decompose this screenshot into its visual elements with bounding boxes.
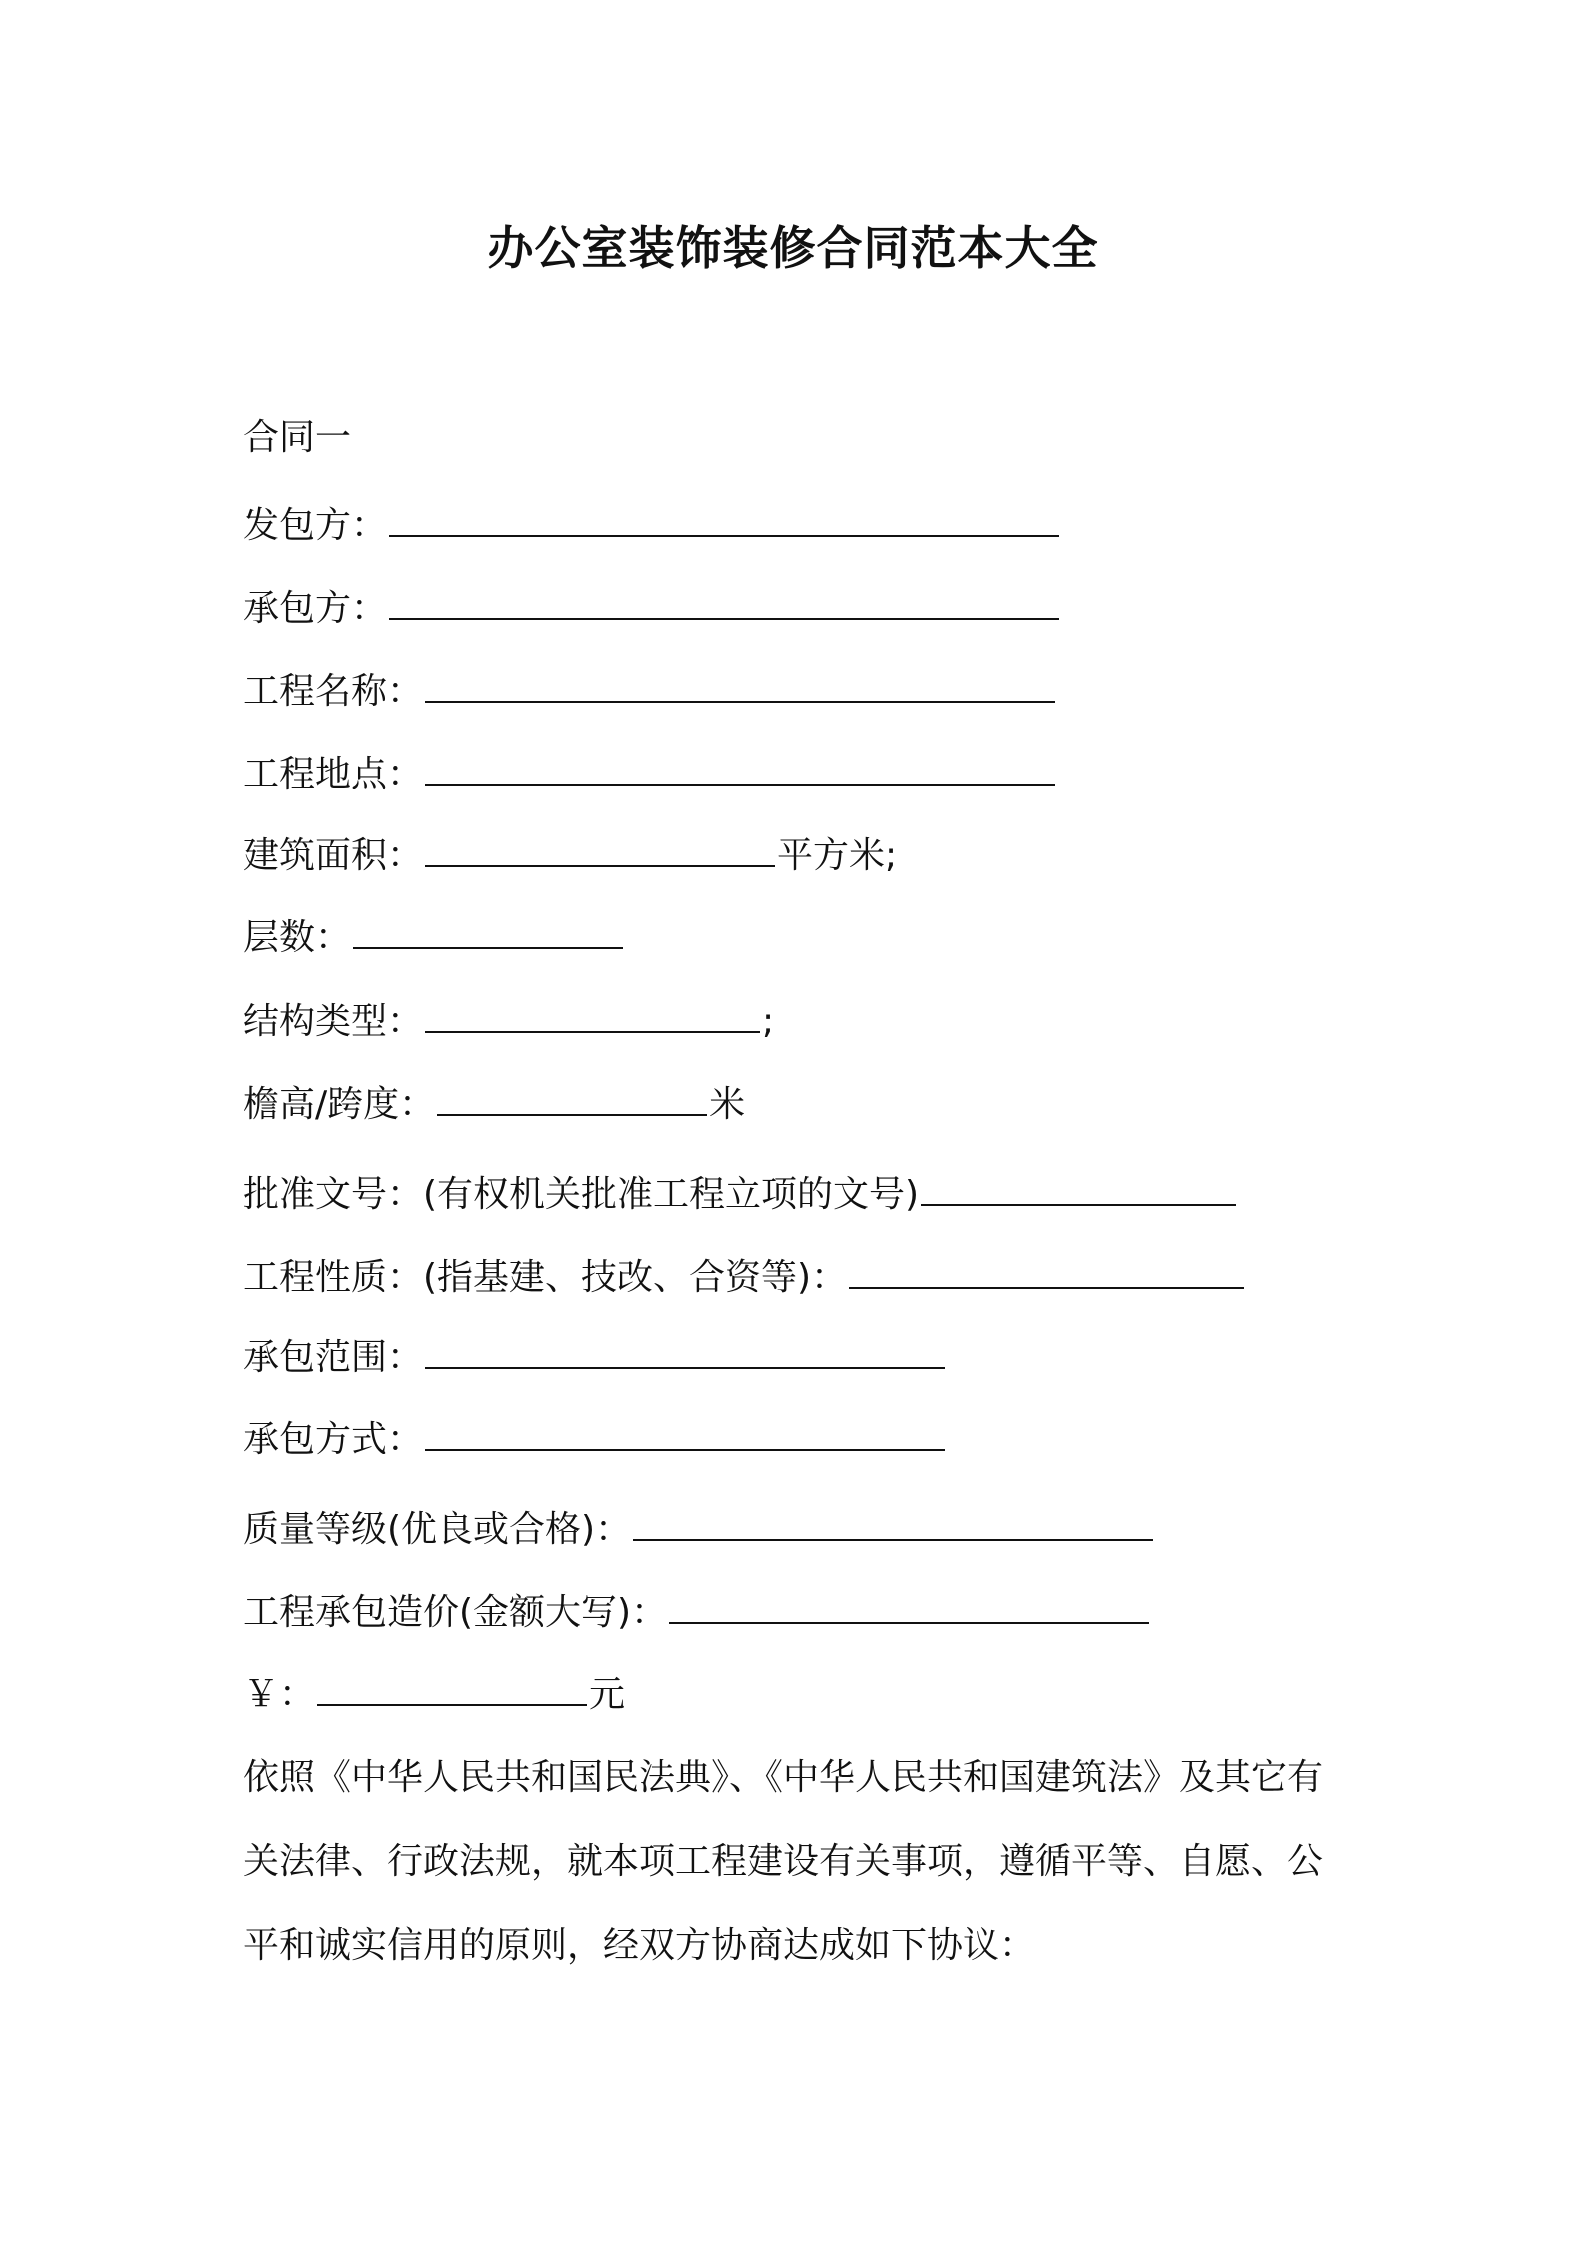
blank-line[interactable] [353, 917, 623, 949]
field-contract-price-figures [243, 1671, 625, 1719]
field-quality-grade [243, 1506, 1155, 1554]
field-suffix: 元 [589, 1674, 626, 1715]
field-label: 承包方式： [243, 1419, 424, 1460]
blank-line[interactable] [389, 505, 1059, 537]
field-label: 质量等级(优良或合格)： [243, 1509, 632, 1550]
paragraph-line: 关法律、行政法规，就本项工程建设有关事项，遵循平等、自愿、公 [243, 1841, 1324, 1882]
field-label: ￥： [243, 1674, 316, 1715]
field-employer [243, 502, 1061, 550]
field-label: 檐高/跨度： [243, 1084, 436, 1125]
field-suffix: 平方米; [777, 835, 898, 876]
blank-line[interactable] [425, 671, 1055, 703]
blank-line[interactable] [425, 1337, 945, 1369]
blank-line[interactable] [317, 1674, 587, 1706]
blank-line[interactable] [425, 754, 1055, 786]
paragraph-line: 依照《中华人民共和国民法典》、《中华人民共和国建筑法》及其它有 [243, 1757, 1324, 1798]
field-contract-price-words [243, 1589, 1151, 1637]
blank-line[interactable] [633, 1509, 1153, 1541]
field-building-area [243, 832, 897, 880]
field-eave-height-span [243, 1081, 745, 1129]
document-title: 办公室装饰装修合同范本大全 [487, 221, 1099, 275]
field-label: 结构类型： [243, 1001, 424, 1042]
field-suffix: ; [762, 1001, 775, 1042]
blank-line[interactable] [669, 1592, 1149, 1624]
field-label: 发包方： [243, 505, 388, 546]
field-contractor [243, 585, 1061, 633]
field-contract-method [243, 1416, 947, 1464]
field-project-nature [243, 1254, 1246, 1302]
field-label: 批准文号：(有权机关批准工程立项的文号) [243, 1174, 920, 1215]
field-label: 工程承包造价(金额大写)： [243, 1592, 668, 1633]
paragraph-line: 平和诚实信用的原则，经双方协商达成如下协议： [243, 1925, 1036, 1966]
blank-line[interactable] [425, 1001, 760, 1033]
blank-line[interactable] [437, 1084, 707, 1116]
blank-line[interactable] [425, 1419, 945, 1451]
field-suffix: 米 [709, 1084, 746, 1125]
field-structure-type [243, 998, 774, 1046]
field-approval-number [243, 1171, 1238, 1219]
field-label: 层数： [243, 917, 352, 958]
field-contract-scope [243, 1334, 947, 1382]
agreement-paragraph [243, 1736, 1363, 1988]
field-floors [243, 914, 625, 962]
blank-line[interactable] [921, 1174, 1236, 1206]
blank-line[interactable] [389, 588, 1059, 620]
field-project-name [243, 668, 1057, 716]
blank-line[interactable] [425, 835, 775, 867]
field-label: 承包范围： [243, 1337, 424, 1378]
blank-line[interactable] [849, 1257, 1244, 1289]
field-label: 工程地点： [243, 754, 424, 795]
section-label: 合同一 [243, 417, 352, 458]
field-project-location [243, 751, 1057, 799]
field-label: 建筑面积： [243, 835, 424, 876]
field-label: 工程性质：(指基建、技改、合资等)： [243, 1257, 848, 1298]
field-label: 承包方： [243, 588, 388, 629]
field-label: 工程名称： [243, 671, 424, 712]
